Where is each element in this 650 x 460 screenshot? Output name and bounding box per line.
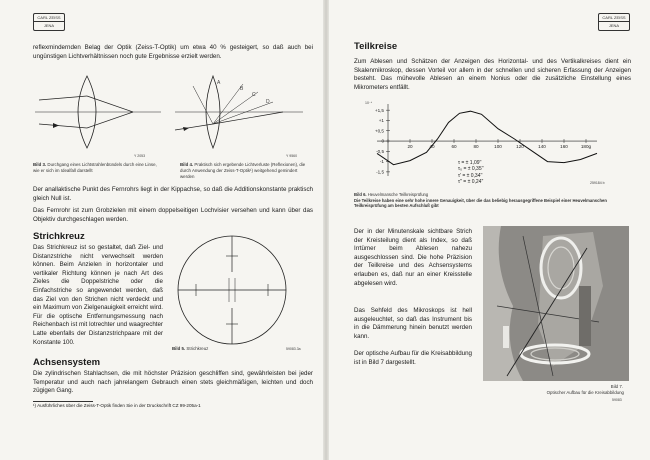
chart-y-tick-label: 0	[381, 138, 384, 144]
figure-3-caption	[33, 162, 161, 174]
footnote: ¹) Ausführliches über die Zeiss-T-Optik finden Sie in der Druckschrift CZ 99-205a-1	[33, 403, 201, 408]
figure-5-reticle	[172, 234, 292, 348]
paragraph-strichkreuz: Das Strichkreuz ist so gestaltet, daß Ziel- und Distanzstriche nicht verwechselt werden können. Beim Anzielen in horizontaler und vertikaler Richtung können je nach Art des Zieles die Doppelstriche oder die Einfachstriche so angewendet werden, daß das Ziel von den Strichen nicht verdeckt und ein Maximum von Zielgenauigkeit erreicht wird. Für die optische Entfernungsmessung nach Reichenbach ist mit lotrechter und waagrechter Latte ebenfalls der Distanzstrichpaare mit der Konstante 100.	[33, 244, 163, 346]
chart-x-tick-label: 20	[407, 144, 413, 150]
figure-5-code: 59083.3a	[286, 347, 301, 351]
paragraph-aufbau: Der optische Aufbau für die Kreisabbildung ist in Bild 7 dargestellt.	[354, 350, 472, 366]
chart-y-tick-label: -0,5	[376, 148, 384, 154]
paragraph-sehfeld: Das Sehfeld des Mikroskops ist hell ausgeleuchtet, so daß das Instrument bis in die Dämmerung hinein benutzt werden kann.	[354, 307, 472, 340]
fig4-label-d: D	[266, 99, 270, 105]
fig4-label-b: B	[240, 86, 244, 92]
figure-7-drawing	[483, 226, 629, 381]
paragraph-anallaktisch: Der anallaktische Punkt des Fernrohrs liegt in der Kippachse, so daß die Additionskonstante praktisch gleich Null ist.	[33, 186, 313, 202]
legend-entry: τ' = ± 0,34''	[458, 172, 483, 179]
figure-5-caption	[172, 346, 208, 352]
figure-4-code: Y 9560	[286, 154, 298, 158]
figure-6-chart	[355, 100, 617, 192]
fig4-label-a: A	[217, 80, 221, 86]
figure-4-caption-text: Praktisch sich ergebende Lichtverluste (Reflexionen), die durch Anwendung der Zeiss-T-Optik¹) weitgehend gemindert werden	[180, 162, 306, 179]
intro-text: reflexmindernden Belag der Optik (Zeiss-T-Optik) um etwa 40 % gesteigert, so daß auch bei ungünstigen Lichtverhältnissen noch gute Ergebnisse erzielt werden.	[33, 44, 313, 60]
heading-strichkreuz: Strichkreuz	[33, 231, 85, 242]
figure-7-caption-number: Bild 7.	[610, 384, 623, 389]
paragraph-achsensystem: Die zylindrischen Stahlachsen, die mit höchster Präzision geschliffen sind, gewährleisten bei jeder Temperatur und auch nach jahrelangem Gebrauch einen stets gleichmäßigen, leichten und doch zügigen Gang.	[33, 370, 313, 395]
figure-4-caption	[180, 162, 312, 179]
chart-y-tick-label: +1,5	[374, 107, 384, 113]
figure-5-number: Bild 5.	[172, 346, 186, 351]
chart-x-tick-label: 80	[473, 144, 479, 150]
figure-3-caption-text: Durchgang eines Lichtstrahlenbündels durch eine Linse, wie er sich im Idealfall darstellt	[33, 162, 157, 173]
figure-6-code: 259184 b	[590, 181, 605, 185]
figure-7-optical-illustration	[483, 226, 629, 381]
paragraph-teilkreise: Zum Ablesen und Schätzen der Anzeigen des Horizontal- und des Vertikalkreises dient ein Skalenmikroskop, dessen Vorteil vor allem in der schnellen und sicheren Erfassung der Anzeigen besteht. Das mühevolle Ablesen an einem Nonius oder die zusätzliche Einstellung eines Mikrometers entfällt.	[354, 58, 631, 91]
figure-4-number: Bild 4.	[180, 162, 194, 167]
paragraph-index: Der in der Minutenskale sichtbare Strich der Kreisteilung dient als Index, so daß Irrtümer beim Ablesen nahezu ausgeschlossen sind. Die hohe Präzision der Teilkreise und des Achsensystems erlauben es, daß nur an einer Kreisstelle abgelesen wird.	[354, 228, 472, 287]
chart-y-tick-label: +1	[378, 118, 384, 124]
legend-entry: τ = ± 1,09''	[458, 160, 482, 166]
figure-6-caption	[354, 192, 619, 209]
heading-achsensystem: Achsensystem	[33, 357, 101, 368]
chart-x-tick-label: 40	[429, 144, 435, 150]
heading-teilkreise: Teilkreise	[354, 41, 398, 52]
zeiss-logo-right	[598, 13, 630, 31]
chart-legend	[458, 160, 484, 186]
zeiss-logo	[33, 13, 65, 31]
chart-series-line	[374, 111, 597, 165]
legend-entry: τ₀ = ± 0,35''	[458, 166, 484, 173]
logo-right-line-1: CARL ZEISS	[599, 14, 629, 22]
figure-6-title: Heuvelmansche Teilkreisprüfung	[367, 192, 429, 197]
fig4-label-c: C	[252, 92, 256, 98]
chart-x-tick-label: 160	[560, 144, 568, 150]
figure-4-reflection-diagram	[173, 72, 308, 154]
logo-line-2: JENA	[43, 23, 55, 28]
chart-y-tick-label: -1	[379, 159, 384, 165]
chart-x-tick-label: 60	[451, 144, 457, 150]
logo-line-1: CARL ZEISS	[34, 14, 64, 22]
chart-y-tick-label: +0,5	[374, 128, 384, 134]
legend-entry: τ'' = ± 0,24''	[458, 179, 484, 186]
figure-6-caption-text: Die Teilkreise haben eine sehr hohe innere Genauigkeit, über die das beliebig herausgegriffene Beispiel einer Heuvelmanschen Teilkreisprüfung am besten Aufschluß gibt	[354, 197, 607, 209]
chart-x-tick-label: 140	[538, 144, 546, 150]
figure-6-number: Bild 6.	[354, 192, 367, 197]
logo-right-line-2: JENA	[608, 23, 620, 28]
paragraph-fernrohr: Das Fernrohr ist zum Grobzielen mit einem doppelseitigen Lochvisier versehen und kann über das Objektiv durchgeschlagen werden.	[33, 207, 313, 223]
figure-7-code: 59083	[612, 398, 622, 402]
figure-3-lens-diagram	[33, 72, 163, 154]
footnote-rule	[33, 401, 93, 402]
figure-3-number: Bild 3.	[33, 162, 47, 167]
chart-x-tick-label: 180g	[580, 144, 592, 150]
chart-y-unit: 10⁻⁶	[365, 101, 373, 105]
chart-x-tick-label: 100	[494, 144, 502, 150]
chart-x-tick-label: 120	[516, 144, 524, 150]
chart-y-tick-label: -1,5	[376, 169, 384, 175]
figure-7-caption: Optischer Aufbau für die Kreisabbildung	[546, 390, 624, 395]
figure-3-code: Y 2053	[134, 154, 146, 158]
figure-5-caption-text: Strichkreuz	[186, 346, 209, 351]
left-page	[0, 0, 323, 460]
